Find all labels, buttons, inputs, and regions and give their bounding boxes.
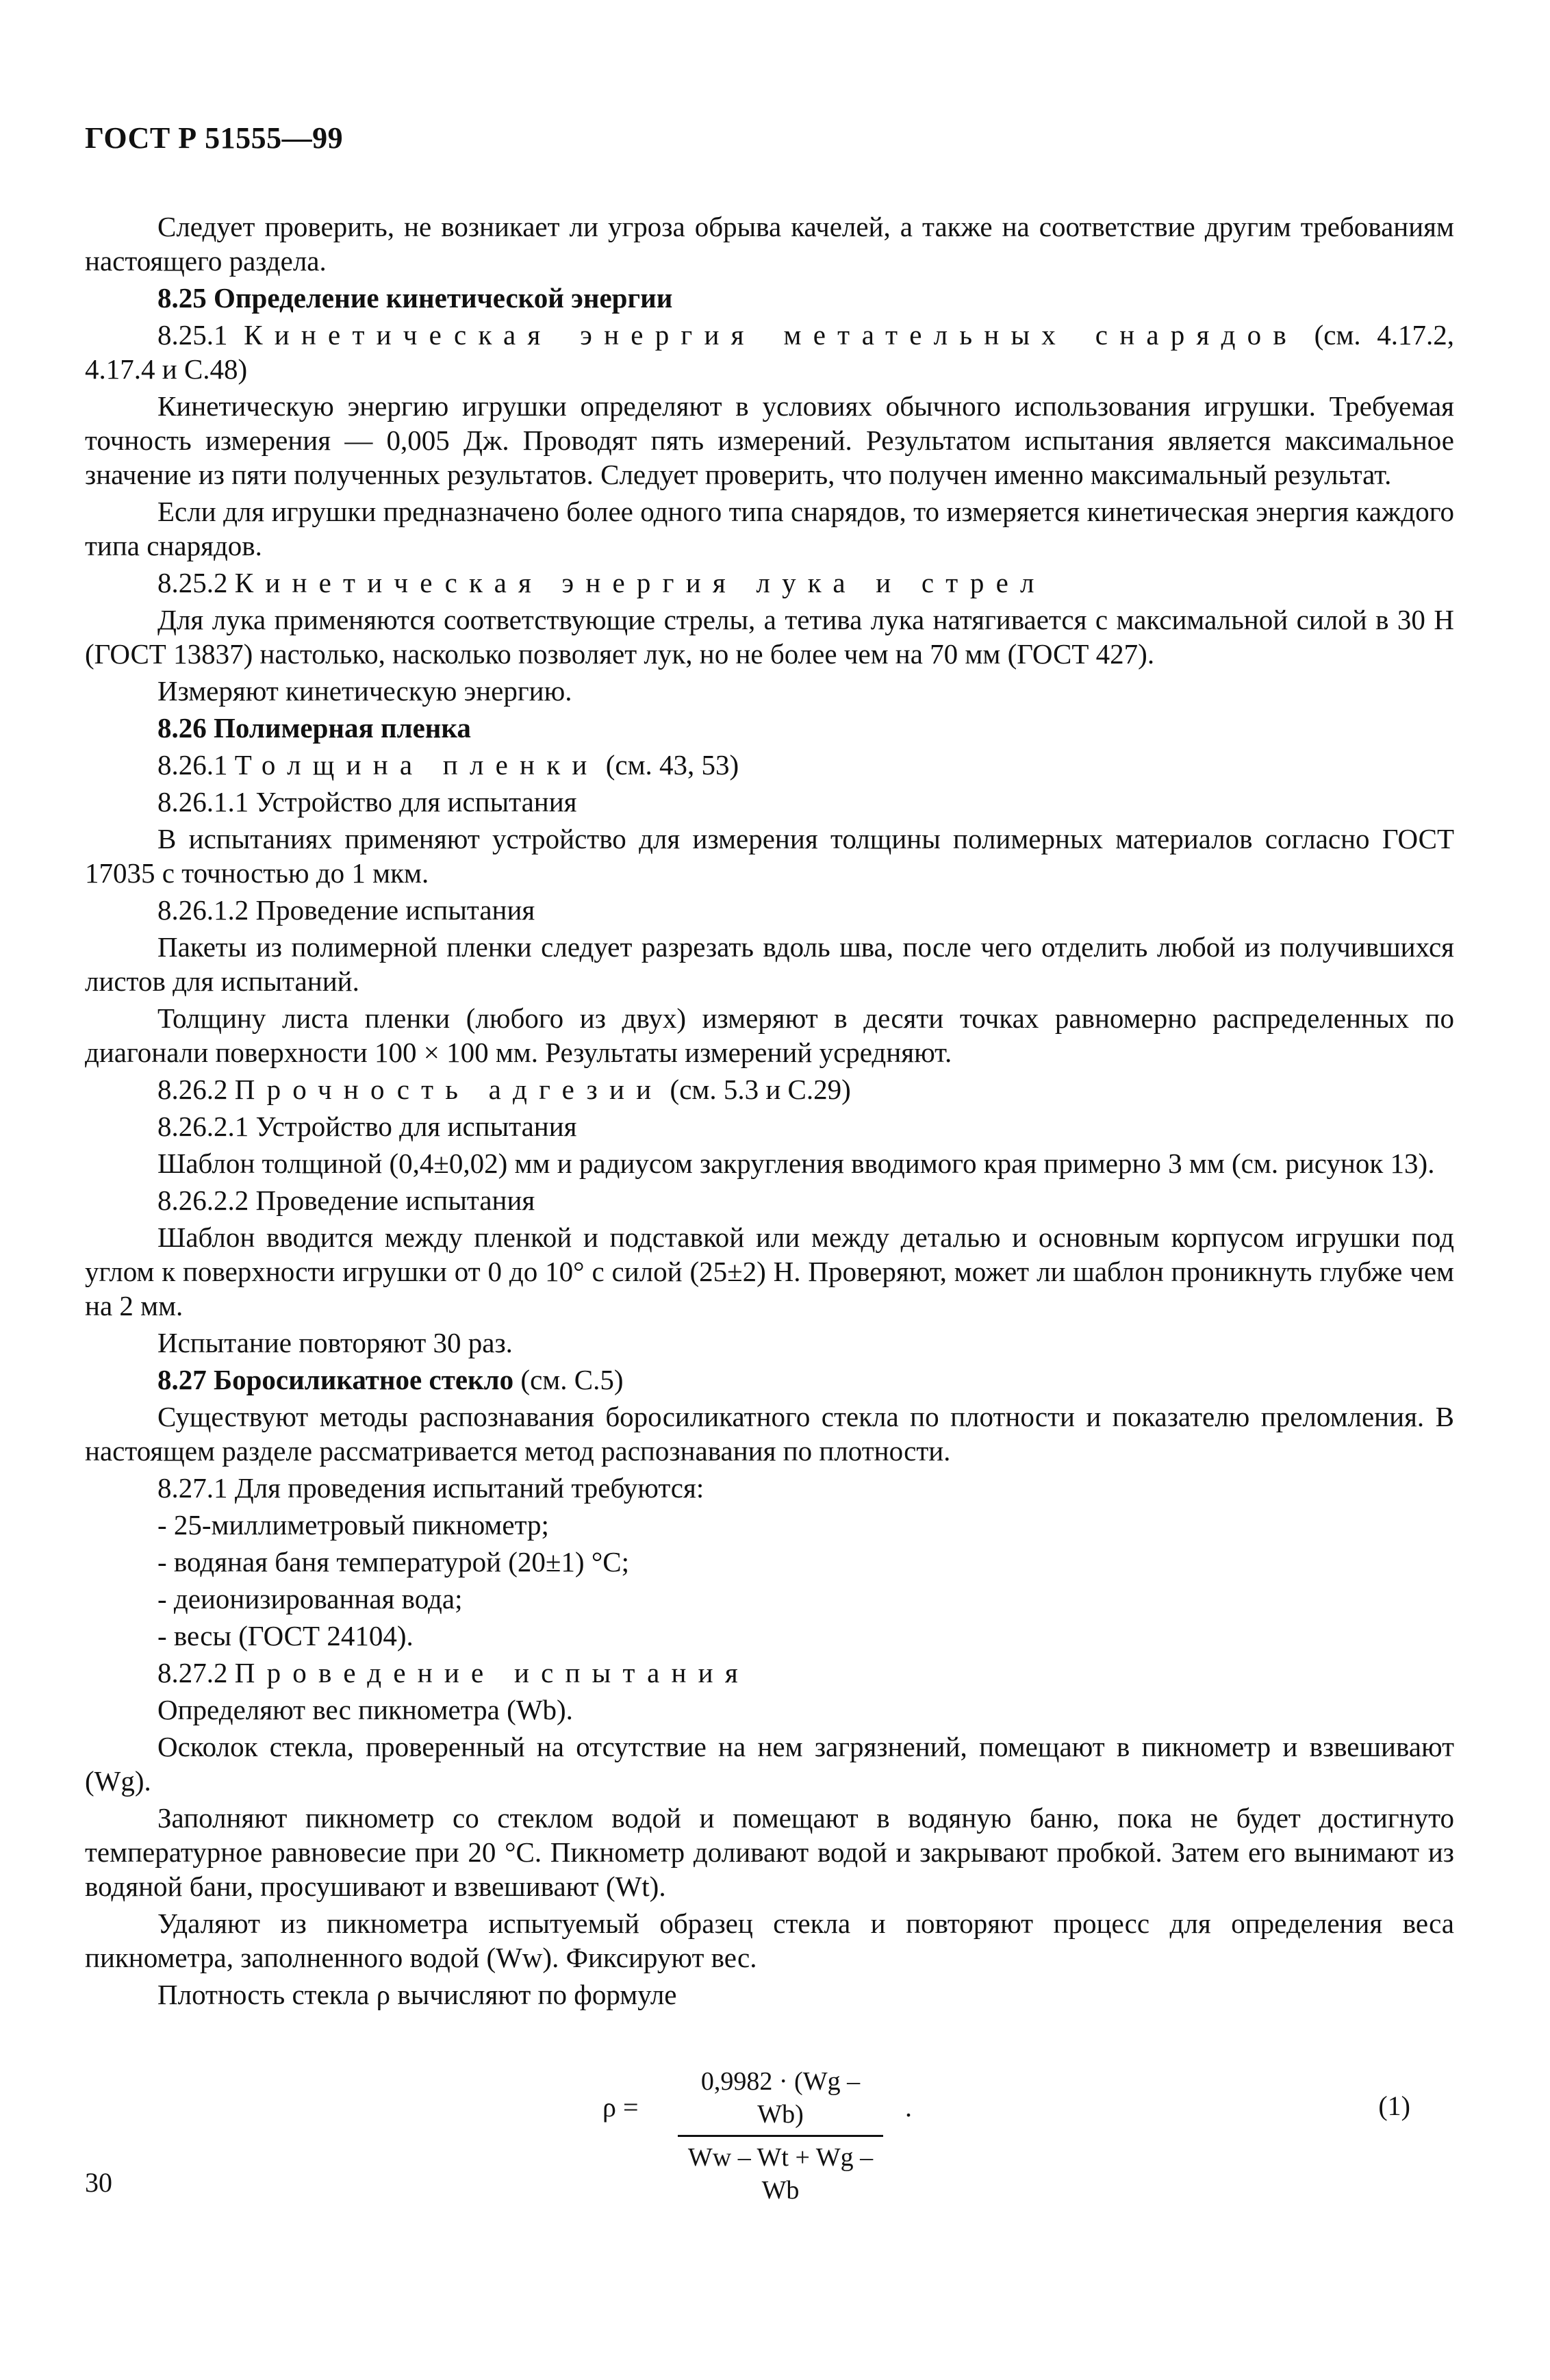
formula-fraction [678, 2065, 883, 2207]
paragraph: Толщину листа пленки (любого из двух) измеряют в десяти точках равномерно распределенных по диагонали поверхности 100 × 100 мм. Результаты измерений усредняют. [85, 1002, 1454, 1068]
paragraph: 8.26.1.2 Проведение испытания [157, 894, 535, 926]
formula-lhs: ρ = [602, 2092, 639, 2123]
formula-denominator: Ww – Wt + Wg – Wb [687, 2143, 874, 2205]
subsection-spaced-title: Толщина пленки [234, 749, 599, 781]
subsection-reference: (см. 4.17.2, 4.17.4 и С.48) [85, 319, 1455, 385]
paragraph: 8.26.2.2 Проведение испытания [157, 1185, 535, 1216]
paragraph: Если для игрушки предназначено более одного типа снарядов, то измеряется кинетическая энергия каждого типа снарядов. [85, 496, 1454, 561]
paragraph: 8.26.2.1 Устройство для испытания [157, 1111, 577, 1142]
equation-number: (1) [1378, 2090, 1410, 2121]
subsection-title [85, 1072, 1454, 1106]
page-number: 30 [85, 2167, 112, 2198]
subsection-number: 8.26.1 [157, 749, 228, 781]
subsection-number: 8.25.2 [157, 567, 228, 598]
paragraph: Испытание повторяют 30 раз. [157, 1327, 513, 1358]
section-heading: 8.27 Боросиликатное стекло [157, 1364, 514, 1395]
paragraph: Удаляют из пикнометра испытуемый образец стекла и повторяют процесс для определения веса пикнометра, заполненного водой (Ww). Фиксируют вес. [85, 1908, 1454, 1973]
section-heading: 8.26 Полимерная пленка [157, 712, 471, 744]
paragraph: Существуют методы распознавания боросиликатного стекла по плотности и показателю преломления. В настоящем разделе рассматривается метод распознавания по плотности. [85, 1401, 1454, 1467]
subsection-spaced-title: Кинетическая энергия лука и стрел [234, 567, 1046, 598]
paragraph: Для лука применяются соответствующие стрелы, а тетива лука натягивается с максимальной силой в 30 Н (ГОСТ 13837) настолько, насколько позволяет лук, но не более чем на 70 мм (ГОСТ 427). [85, 604, 1454, 670]
document-body [85, 210, 1454, 2014]
paragraph: Заполняют пикнометр со стеклом водой и помещают в водяную баню, пока не будет достигнуто температурное равновесие при 20 °С. Пикнометр доливают водой и закрывают пробкой. Затем его вынимают из водяной бани, просушивают и взвешивают (Wt). [85, 1802, 1454, 1902]
density-formula [602, 2065, 1410, 2205]
paragraph: Осколок стекла, проверенный на отсутствие на нем загрязнений, помещают в пикнометр и взвешивают (Wg). [85, 1731, 1454, 1797]
subsection-number: 8.27.2 [157, 1657, 228, 1688]
subsection-spaced-title: Прочность адгезии [234, 1074, 663, 1105]
paragraph: Следует проверить, не возникает ли угроза обрыва качелей, а также на соответствие другим требованиям настоящего раздела. [85, 211, 1454, 277]
subsection-reference: (см. 5.3 и С.29) [670, 1074, 851, 1105]
paragraph: 8.26.1.1 Устройство для испытания [157, 786, 577, 818]
formula-tail: . [905, 2092, 912, 2123]
list-item: - деионизированная вода; [157, 1583, 463, 1615]
paragraph: Плотность стекла ρ вычисляют по формуле [157, 1979, 677, 2010]
formula-numerator: 0,9982 · (Wg – Wb) [700, 2067, 861, 2129]
subsection-title [85, 318, 1454, 386]
paragraph: 8.27.1 Для проведения испытаний требуются: [157, 1472, 704, 1504]
subsection-spaced-title: Проведение испытания [234, 1657, 750, 1688]
subsection-spaced-title: Кинетическая энергия метательных снарядов [244, 319, 1298, 351]
paragraph: Пакеты из полимерной пленки следует разрезать вдоль шва, после чего отделить любой из получившихся листов для испытаний. [85, 931, 1454, 997]
section-heading-line [85, 1363, 1454, 1397]
list-item: - водяная баня температурой (20±1) °С; [157, 1546, 629, 1578]
subsection-number: 8.25.1 [157, 319, 228, 351]
fraction-bar [678, 2135, 883, 2137]
list-item: - 25-миллиметровый пикнометр; [157, 1509, 549, 1541]
list-item: - весы (ГОСТ 24104). [157, 1620, 414, 1651]
paragraph: Определяют вес пикнометра (Wb). [157, 1694, 573, 1725]
subsection-title [85, 748, 1454, 782]
paragraph: Шаблон вводится между пленкой и подставкой или между деталью и основным корпусом игрушки под углом к поверхности игрушки от 0 до 10° с силой (25±2) Н. Проверяют, может ли шаблон проникнуть глубже чем на 2 мм. [85, 1221, 1454, 1321]
subsection-title [85, 566, 1454, 600]
subsection-reference: (см. 43, 53) [605, 749, 739, 781]
subsection-title [85, 1656, 1454, 1690]
document-header: ГОСТ Р 51555—99 [85, 121, 344, 155]
paragraph: Измеряют кинетическую энергию. [157, 675, 572, 707]
paragraph: В испытаниях применяют устройство для измерения толщины полимерных материалов согласно ГОСТ 17035 с точностью до 1 мкм. [85, 823, 1454, 889]
subsection-number: 8.26.2 [157, 1074, 228, 1105]
paragraph: Шаблон толщиной (0,4±0,02) мм и радиусом закругления вводимого края примерно 3 мм (см. рисунок 13). [157, 1148, 1435, 1179]
section-reference: (см. С.5) [520, 1364, 624, 1395]
section-heading: 8.25 Определение кинетической энергии [157, 282, 673, 314]
paragraph: Кинетическую энергию игрушки определяют в условиях обычного использования игрушки. Требуемая точность измерения — 0,005 Дж. Проводят пять измерений. Результатом испытания является максимальное значение из пяти полученных результатов. Следует проверить, что получен именно максимальный результат. [85, 390, 1454, 490]
